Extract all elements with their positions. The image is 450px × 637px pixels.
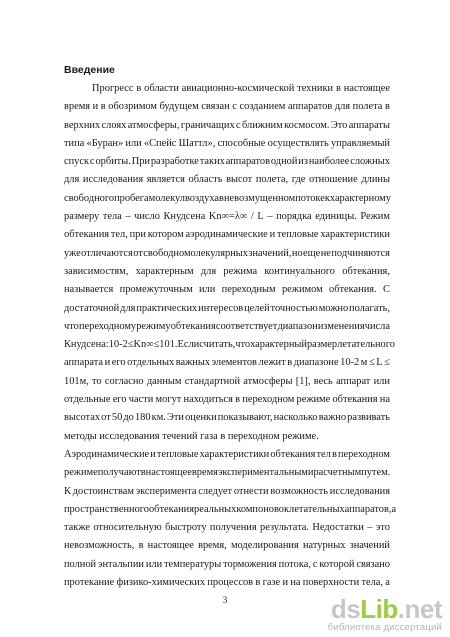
text-line: уже отличаются от свободномолекулярных значений, но еще не подчиняются: [64, 247, 390, 259]
text-line: протекание физико-химических процессов в газе и на поверхности тела, а: [64, 577, 390, 589]
text-line: Аэродинамические и тепловые характеристики обтекания тел в переходном: [64, 448, 390, 460]
text-line: пространственного обтекания реальных компоновок летательных аппаратов, а: [64, 503, 397, 515]
text-line: достаточной для практических интересов целей точностью можно полагать,: [64, 302, 390, 314]
text-line: режиме получают в настоящее время экспериментальным и расчетным путем.: [64, 467, 391, 479]
text-line: Прогресс в области авиационно-космической техники в настоящее: [92, 83, 390, 94]
text-line: зависимостям, характерным для режима континуального обтекания,: [64, 265, 390, 277]
watermark-logo-part: .net: [397, 594, 442, 624]
watermark-logo-part: ds: [330, 594, 361, 624]
text-line: называется промежуточным или переходным режимом обтекания. С: [64, 284, 390, 296]
watermark: [328, 596, 442, 633]
text-line: спуск с орбиты. При разработке таких аппаратов одной из наиболее сложных: [64, 156, 390, 168]
text-line: верхних слоях атмосферы, граничащих с ближним космосом. Это аппараты: [64, 119, 390, 131]
text-line: 101м, то согласно данным стандартной атмосферы [1], весь аппарат или: [64, 375, 390, 387]
text-line: методы исследования течений газа в переходном режиме.: [64, 430, 319, 442]
page-number: 3: [222, 595, 228, 605]
text-line: полной энтальпии или температуры торможения потока, с которой связано: [64, 558, 390, 570]
text-line: невозможность, в настоящее время, моделирования натурных значений: [64, 540, 390, 552]
text-line: типа «Буран» или «Спейс Шаттл», способные осуществлять управляемый: [64, 137, 390, 149]
text-line: Кнудсена: 10-2 ≤ Kn∞ ≤ 101. Если считать, что характерный размер летательного: [64, 339, 395, 351]
text-line: высотах от 50 до 180 км. Эти оценки показывают, насколько важно развивать: [64, 412, 390, 424]
text-line: для исследования является область высот полета, где отношение длины: [64, 174, 390, 186]
watermark-logo: [328, 596, 442, 622]
text-line: размеру тела – число Кнудсена Kn∞=λ∞ / L – порядка единицы. Режим: [64, 211, 390, 223]
text-line: что переходному режиму обтекания соответствует диапазон изменения числа: [64, 320, 390, 332]
text-line: также относительную быстроту получения результата. Недостатки – это: [64, 522, 390, 534]
text-line: время и в обозримом будущем связан с созданием аппаратов для полета в: [64, 101, 390, 113]
text-line: обтекания тел, при котором аэродинамические и тепловые характеристики: [64, 229, 390, 241]
section-heading: Введение: [64, 64, 115, 76]
text-line: К достоинствам эксперимента следует отнести возможность исследования: [64, 485, 390, 497]
text-line: аппарата и его отдельных важных элементов лежит в диапазоне 10-2 м ≤ L ≤: [64, 357, 390, 369]
text-line: свободного пробега молекул воздуха в невозмущенном потоке к характерному: [64, 192, 391, 204]
body-text: [64, 80, 397, 592]
watermark-tagline: библиотека диссертаций: [327, 622, 442, 633]
text-line: отдельные его части могут находиться в переходном режиме обтекания на: [64, 394, 390, 406]
watermark-logo-part: Lib: [360, 594, 398, 624]
